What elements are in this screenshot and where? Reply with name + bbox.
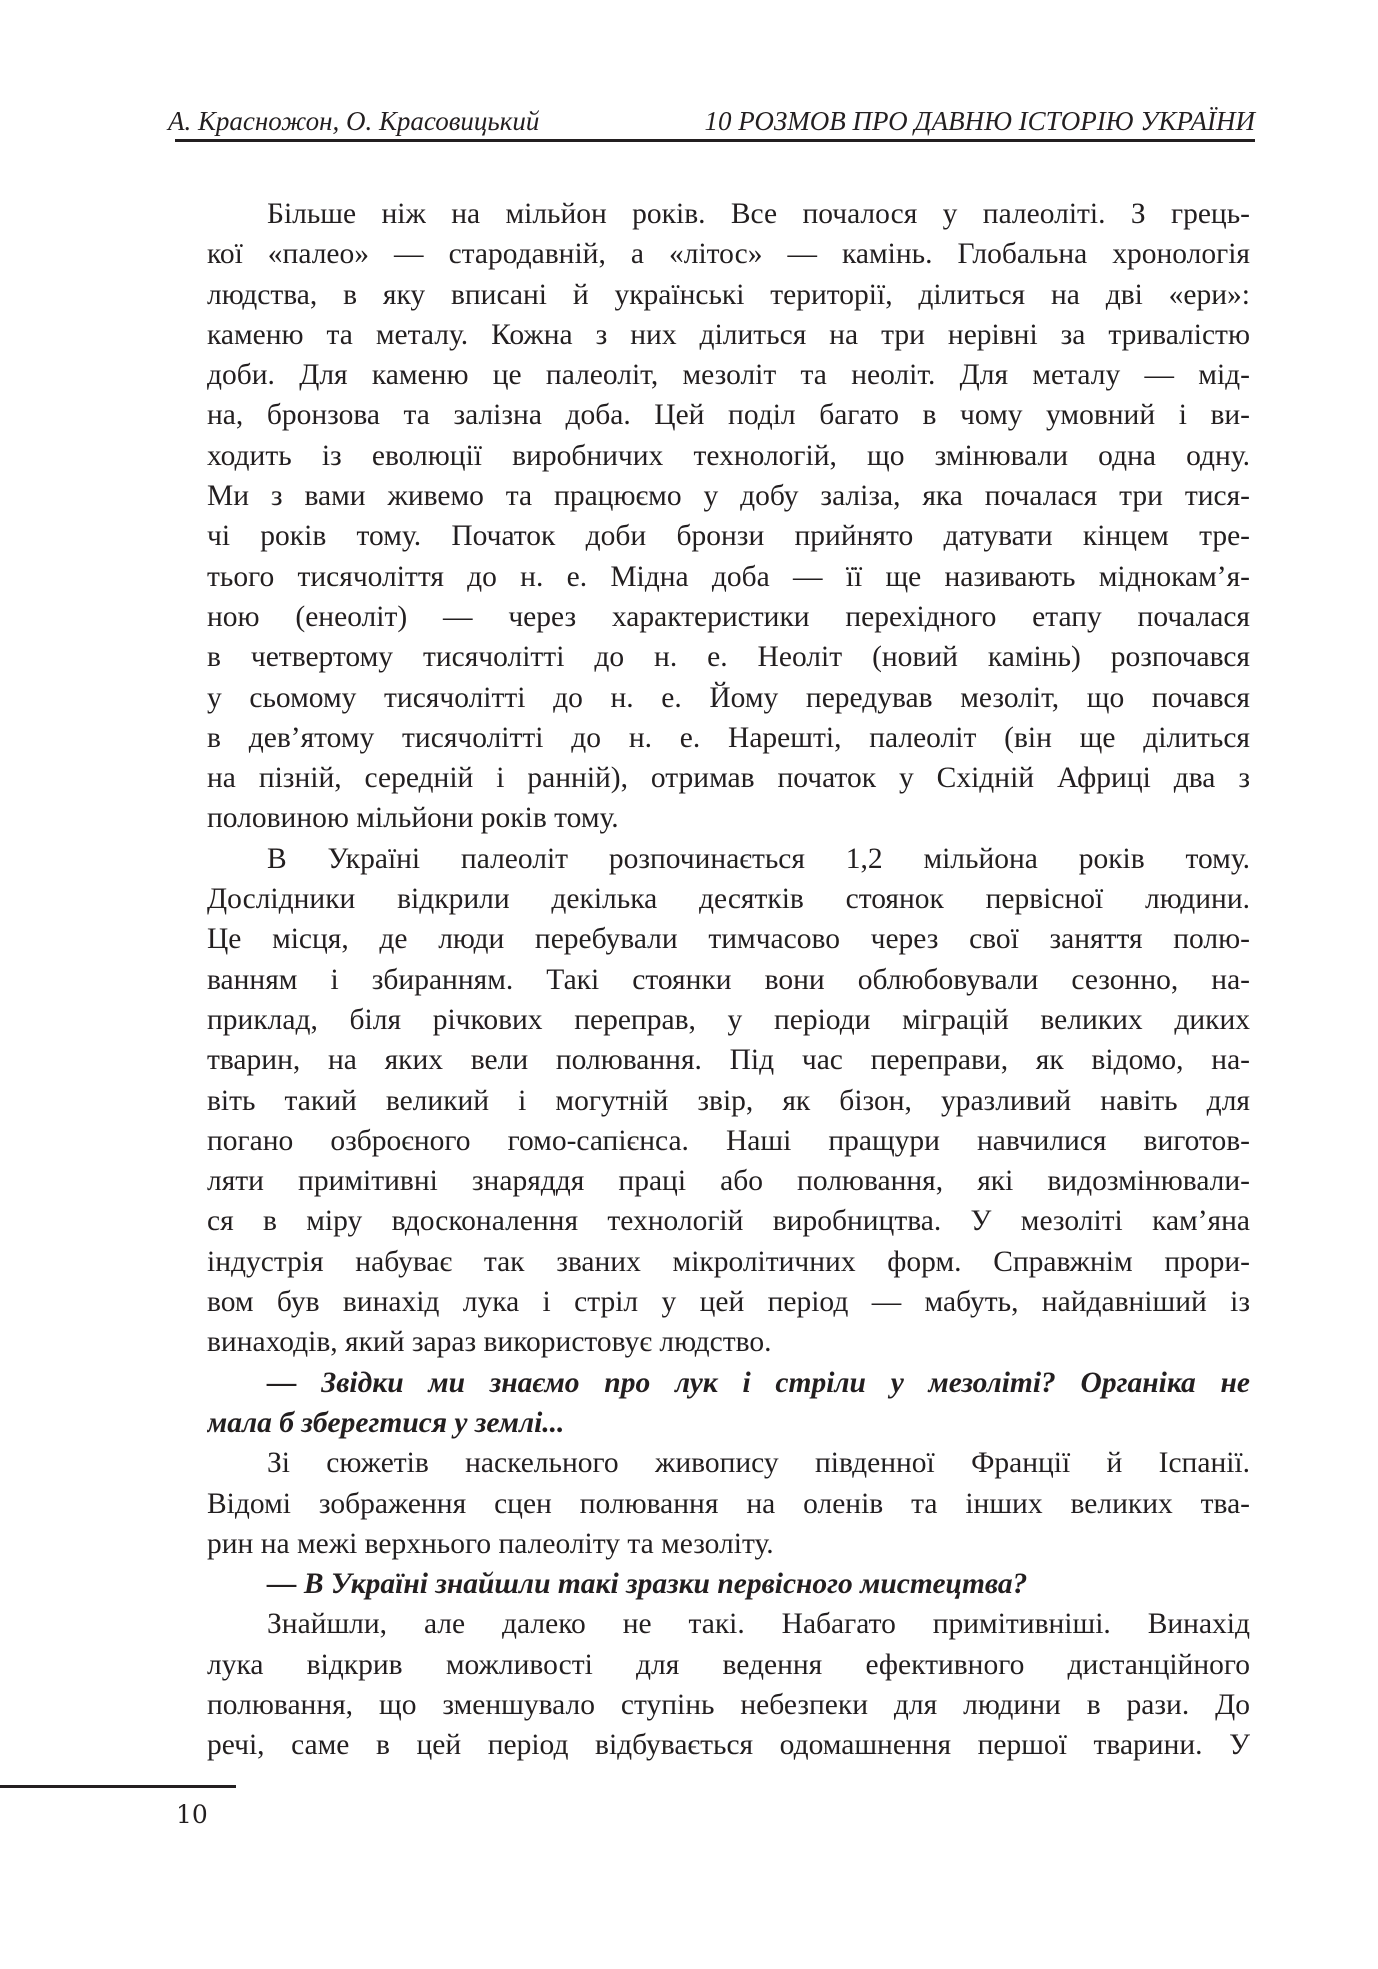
- header-rule: [175, 139, 1255, 142]
- paragraph-line: Ми з вами живемо та працюємо у добу заліза, яка почалася три тися-: [207, 480, 1250, 513]
- page-number: 10: [176, 1800, 208, 1829]
- body-text: [207, 194, 1250, 1766]
- paragraph-line: ною (енеоліт) — через характеристики перехідного етапу почалася: [207, 600, 1250, 633]
- question-line: мала б зберегтися у землі...: [207, 1406, 565, 1439]
- paragraph-line: Більше ніж на мільйон років. Все почалося у палеоліті. З грець-: [267, 198, 1250, 230]
- header-book-title: 10 РОЗМОВ ПРО ДАВНЮ ІСТОРІЮ УКРАЇНИ: [704, 106, 1255, 136]
- paragraph-line: на, бронзова та залізна доба. Цей поділ багато в чому умовний і ви-: [207, 399, 1250, 432]
- paragraph-line: ходить із еволюції виробничих технологій, що змінювали одна одну.: [207, 439, 1250, 472]
- paragraph-line: віть такий великий і могутній звір, як бізон, уразливий навіть для: [207, 1084, 1250, 1117]
- header-author: А. Красножон, О. Красовицький: [168, 106, 540, 136]
- question-line: — Звідки ми знаємо про лук і стріли у мезоліті? Органіка не: [267, 1366, 1250, 1399]
- paragraph-line: Дослідники відкрили декілька десятків стоянок первісної людини.: [207, 883, 1250, 916]
- paragraph-line: на пізній, середній і ранній), отримав початок у Східній Африці два з: [207, 762, 1250, 795]
- question-line: — В Україні знайшли такі зразки первісного мистецтва?: [267, 1568, 1028, 1601]
- paragraph-line: Знайшли, але далеко не такі. Набагато примітивніші. Винахід: [267, 1608, 1250, 1641]
- running-header: [168, 104, 1255, 138]
- paragraph-line: В Україні палеоліт розпочинається 1,2 мільйона років тому.: [267, 842, 1250, 875]
- paragraph-line: Зі сюжетів наскельного живопису південної Франції й Іспанії.: [267, 1447, 1250, 1480]
- paragraph-line: погано озброєного гомо-сапієнса. Наші пращури навчилися виготов-: [207, 1124, 1250, 1157]
- paragraph-line: лука відкрив можливості для ведення ефективного дистанційного: [207, 1648, 1250, 1681]
- paragraph-line: винаходів, який зараз використовує людство.: [207, 1326, 772, 1359]
- paragraph-line: рин на межі верхнього палеоліту та мезоліту.: [207, 1527, 774, 1560]
- paragraph-line: вом був винахід лука і стріл у цей період — мабуть, найдавніший із: [207, 1286, 1250, 1319]
- paragraph-line: кої «палео» — стародавній, а «літос» — камінь. Глобальна хронологія: [207, 238, 1250, 271]
- paragraph-line: у сьомому тисячолітті до н. е. Йому передував мезоліт, що почався: [207, 681, 1250, 714]
- footer-rule: [0, 1785, 236, 1788]
- paragraph-line: ляти примітивні знаряддя праці або полювання, які видозмінювали-: [207, 1165, 1250, 1198]
- paragraph-line: в дев’ятому тисячолітті до н. е. Нарешті, палеоліт (він ще ділиться: [207, 721, 1250, 754]
- paragraph-line: приклад, біля річкових переправ, у періоди міграцій великих диких: [207, 1003, 1250, 1036]
- paragraph-line: ванням і збиранням. Такі стоянки вони облюбовували сезонно, на-: [207, 963, 1250, 996]
- paragraph-line: чі років тому. Початок доби бронзи прийнято датувати кінцем тре-: [207, 520, 1250, 553]
- paragraph-line: індустрія набуває так званих мікролітичних форм. Справжнім прори-: [207, 1245, 1250, 1278]
- paragraph-line: тварин, на яких вели полювання. Під час переправи, як відомо, на-: [207, 1044, 1250, 1077]
- paragraph-line: половиною мільйони років тому.: [207, 802, 619, 835]
- paragraph-line: Це місця, де люди перебували тимчасово через свої заняття полю-: [207, 923, 1250, 956]
- paragraph-line: каменю та металу. Кожна з них ділиться на три нерівні за тривалістю: [207, 318, 1250, 351]
- paragraph-line: ся в міру вдосконалення технологій виробництва. У мезоліті кам’яна: [207, 1205, 1250, 1238]
- paragraph-line: Відомі зображення сцен полювання на оленів та інших великих тва-: [207, 1487, 1250, 1520]
- paragraph-line: тього тисячоліття до н. е. Мідна доба — її ще називають міднокам’я-: [207, 560, 1250, 593]
- paragraph-line: речі, саме в цей період відбувається одомашнення першої тварини. У: [207, 1729, 1250, 1762]
- paragraph-line: доби. Для каменю це палеоліт, мезоліт та неоліт. Для металу — мід-: [207, 359, 1250, 392]
- paragraph-line: в четвертому тисячолітті до н. е. Неоліт (новий камінь) розпочався: [207, 641, 1250, 674]
- paragraph-line: людства, в яку вписані й українські території, ділиться на дві «ери»:: [207, 278, 1250, 311]
- paragraph-line: полювання, що зменшувало ступінь небезпеки для людини в рази. До: [207, 1688, 1250, 1721]
